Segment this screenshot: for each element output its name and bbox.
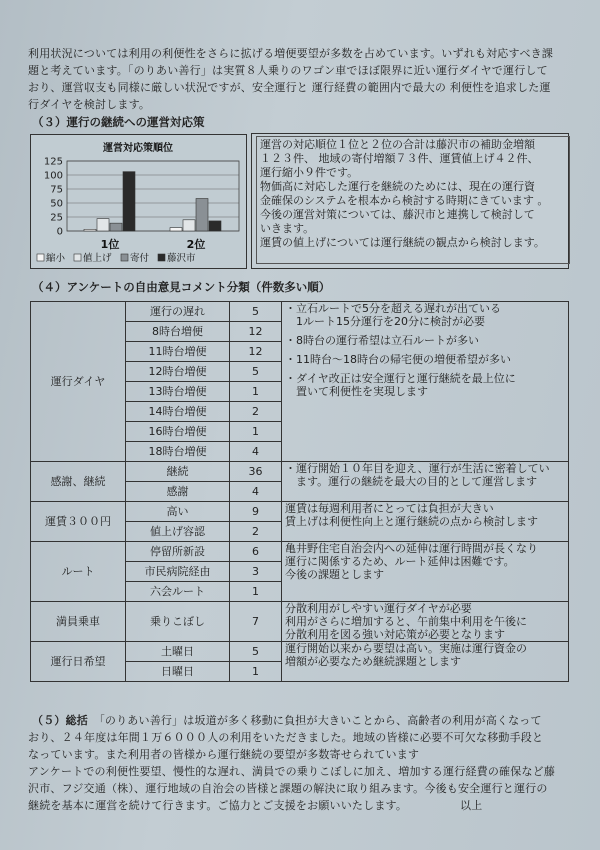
category-cell: ルート bbox=[31, 542, 126, 602]
bar bbox=[84, 229, 96, 231]
section3-comment-line: 運賃の値上げについては運行継続の観点から検討します。 bbox=[260, 236, 545, 249]
plot-frame bbox=[67, 161, 239, 231]
comment-line: 置いて利便性を実現します bbox=[285, 385, 428, 398]
item-label-cell: 六会ルート bbox=[126, 582, 230, 602]
summary-first-line bbox=[32, 714, 572, 728]
item-label-cell: 11時台増便 bbox=[126, 342, 230, 362]
item-count-cell: 1 bbox=[230, 422, 282, 442]
item-label-cell: 18時台増便 bbox=[126, 442, 230, 462]
section4-heading: （４）アンケートの自由意見コメント分類（件数多い順） bbox=[32, 280, 331, 294]
x-category-label: 1位 bbox=[100, 238, 120, 251]
comment-line: 利用がさらに増加すると、午前集中利用を午後に bbox=[285, 615, 527, 628]
comment-line: 運行に関係するため、ルート延伸は困難です。 bbox=[285, 555, 515, 568]
table-row bbox=[31, 642, 569, 662]
comment-line: 分散利用を図る強い対応策が必要となります bbox=[285, 628, 505, 641]
legend-swatch bbox=[121, 254, 128, 261]
summary-line: 「のりあい善行」は坂道が多く移動に負担が大きいことから、高齢者の利用が高くなって bbox=[99, 714, 542, 727]
section3-comment-box bbox=[251, 133, 569, 269]
y-tick-label: 0 bbox=[56, 226, 63, 238]
x-category-label: 2位 bbox=[186, 238, 206, 251]
summary-line: なっています。また利用者の皆様から運行継続の要望が多数寄せられています bbox=[28, 748, 420, 761]
legend-label: 寄付 bbox=[130, 253, 150, 264]
intro-line: 行ダイヤを検討します。 bbox=[28, 98, 151, 111]
intro-line: 題と考えています。「のりあい善行」は実質８人乗りのワゴン車でほぼ限界に近い運行ダイヤで運行して bbox=[28, 64, 548, 77]
item-count-cell: 4 bbox=[230, 442, 282, 462]
item-label-cell: 8時台増便 bbox=[126, 322, 230, 342]
comment-line: 運賃は毎週利用者にとっては負担が大きい bbox=[285, 502, 494, 515]
item-count-cell: 12 bbox=[230, 322, 282, 342]
bar bbox=[183, 220, 195, 231]
y-tick-label: 75 bbox=[50, 184, 63, 196]
comment-line: 今後の課題とします bbox=[285, 568, 384, 581]
section3-comment-line: １２３件、 地域の寄付増額７３件、運賃値上げ４２件、 bbox=[260, 152, 539, 165]
comment-cell bbox=[282, 642, 569, 682]
item-label-cell: 乗りこぼし bbox=[126, 602, 230, 642]
section3-comment-line: 今後の運営対策については、藤沢市と連携して検討して bbox=[260, 208, 535, 221]
comment-line: ・ダイヤ改正は安全運行と運行継続を最上位に bbox=[285, 372, 516, 385]
summary-line: おり、２４年度は年間１万６０００人の利用をいただきました。地域の皆様に必要不可欠な移動手段と bbox=[28, 731, 544, 744]
item-label-cell: 市民病院経由 bbox=[126, 562, 230, 582]
item-count-cell: 1 bbox=[230, 382, 282, 402]
comment-cell bbox=[282, 602, 569, 642]
comment-line: ます。運行の継続を最大の目的として運営します bbox=[285, 475, 538, 488]
table-row bbox=[31, 462, 569, 482]
item-count-cell: 5 bbox=[230, 362, 282, 382]
item-count-cell: 1 bbox=[230, 662, 282, 682]
chart-title: 運営対応策順位 bbox=[103, 143, 173, 154]
comment-line: ・11時台～18時台の帰宅便の増便希望が多い bbox=[285, 353, 511, 366]
section3-comment-frame bbox=[256, 136, 570, 264]
item-count-cell: 9 bbox=[230, 502, 282, 522]
table-row bbox=[31, 542, 569, 562]
item-count-cell: 2 bbox=[230, 522, 282, 542]
item-label-cell: 16時台増便 bbox=[126, 422, 230, 442]
summary-line: 継続を基本に運営を続けて行きます。ご協力とご支援をお願いいたします。 bbox=[28, 799, 408, 812]
item-count-cell: 5 bbox=[230, 302, 282, 322]
category-cell: 感謝、継続 bbox=[31, 462, 126, 502]
category-cell: 運賃３００円 bbox=[31, 502, 126, 542]
section3-heading: （３）運行の継続への運営対応策 bbox=[32, 115, 205, 129]
bar bbox=[196, 199, 208, 231]
item-label-cell: 高い bbox=[126, 502, 230, 522]
category-cell: 運行日希望 bbox=[31, 642, 126, 682]
item-label-cell: 13時台増便 bbox=[126, 382, 230, 402]
bar bbox=[110, 223, 122, 231]
item-label-cell: 継続 bbox=[126, 462, 230, 482]
item-count-cell: 6 bbox=[230, 542, 282, 562]
section3-comment-line: 物価高に対応した運行を継続のためには、現在の運行資 bbox=[260, 180, 535, 193]
comment-line: 分散利用がしやすい運行ダイヤが必要 bbox=[285, 602, 472, 615]
y-tick-label: 50 bbox=[50, 198, 63, 210]
table-row bbox=[31, 302, 569, 322]
item-label-cell: 12時台増便 bbox=[126, 362, 230, 382]
legend-swatch bbox=[37, 254, 44, 261]
comment-line: 運行開始以来から要望は高い。実施は運行資金の bbox=[285, 642, 527, 655]
comment-cell bbox=[282, 502, 569, 542]
section3-comment-line: 運行縮小９件です。 bbox=[260, 166, 359, 179]
table-row bbox=[31, 602, 569, 642]
item-label-cell: 運行の遅れ bbox=[126, 302, 230, 322]
y-tick-label: 125 bbox=[43, 156, 63, 168]
item-label-cell: 14時台増便 bbox=[126, 402, 230, 422]
summary-line: アンケートでの利便性要望、慢性的な遅れ、満員での乗りこぼしに加え、増加する運行経費の確保など藤 bbox=[28, 765, 556, 778]
item-count-cell: 12 bbox=[230, 342, 282, 362]
category-cell: 運行ダイヤ bbox=[31, 302, 126, 462]
section5-heading: （５）総括 bbox=[32, 714, 88, 727]
legend-swatch bbox=[158, 254, 165, 261]
legend-swatch bbox=[74, 254, 81, 261]
comment-cell bbox=[282, 542, 569, 602]
legend-label: 藤沢市 bbox=[167, 253, 196, 264]
comment-line: ・8時台の運行希望は立石ルートが多い bbox=[285, 334, 479, 347]
closing-text: 以上 bbox=[460, 799, 483, 812]
bar-chart bbox=[31, 135, 246, 268]
item-count-cell: 1 bbox=[230, 582, 282, 602]
item-label-cell: 停留所新設 bbox=[126, 542, 230, 562]
comment-cell bbox=[282, 302, 569, 462]
legend-label: 値上げ bbox=[83, 253, 112, 264]
summary-line: 沢市、フジ交通（株）、運行地域の自治会の皆様と課題の解決に取り組みます。今後も安全運行と運行の bbox=[28, 782, 548, 795]
item-count-cell: 2 bbox=[230, 402, 282, 422]
y-tick-label: 25 bbox=[50, 212, 63, 224]
item-count-cell: 36 bbox=[230, 462, 282, 482]
legend-label: 縮小 bbox=[46, 253, 66, 264]
category-cell: 満員乗車 bbox=[31, 602, 126, 642]
item-count-cell: 5 bbox=[230, 642, 282, 662]
comment-cell bbox=[282, 462, 569, 502]
intro-line: 利用状況については利用の利便性をさらに拡げる増便要望が多数を占めています。いずれも対応すべき課 bbox=[28, 47, 554, 60]
item-label-cell: 値上げ容認 bbox=[126, 522, 230, 542]
bar bbox=[97, 219, 109, 231]
bar bbox=[209, 221, 221, 231]
bar bbox=[170, 228, 182, 231]
chart-panel bbox=[30, 134, 247, 269]
section3-comment-line: 金確保のシステムを根本から検討する時期にきています 。 bbox=[260, 194, 549, 207]
item-label-cell: 日曜日 bbox=[126, 662, 230, 682]
y-tick-label: 100 bbox=[43, 170, 63, 182]
item-count-cell: 7 bbox=[230, 602, 282, 642]
item-label-cell: 土曜日 bbox=[126, 642, 230, 662]
item-count-cell: 4 bbox=[230, 482, 282, 502]
section3-comment-line: いきます。 bbox=[260, 222, 315, 235]
item-label-cell: 感謝 bbox=[126, 482, 230, 502]
comment-line: 増額が必要なため継続課題とします bbox=[285, 655, 461, 668]
comment-line: 1ルート15分運行を20分に検討が必要 bbox=[285, 315, 485, 328]
intro-line: おり、運営収支も同様に厳しい状況ですが、安全運行と 運行経費の範囲内で最大の 利便性を追求した運 bbox=[28, 81, 551, 94]
comment-line: ・運行開始１０年目を迎え、運行が生活に密着してい bbox=[285, 462, 550, 475]
item-count-cell: 3 bbox=[230, 562, 282, 582]
comment-line: 亀井野住宅自治会内への延伸は運行時間が長くなり bbox=[285, 542, 538, 555]
comment-line: 賃上げは利便性向上と運行継続の点から検討します bbox=[285, 515, 538, 528]
bar bbox=[123, 172, 135, 231]
survey-table bbox=[30, 301, 569, 682]
section3-comment-line: 運営の対応順位１位と２位の合計は藤沢市の補助金増額 bbox=[260, 138, 535, 151]
table-row bbox=[31, 502, 569, 522]
comment-line: ・立石ルートで5分を超える遅れが出ている bbox=[285, 302, 501, 315]
